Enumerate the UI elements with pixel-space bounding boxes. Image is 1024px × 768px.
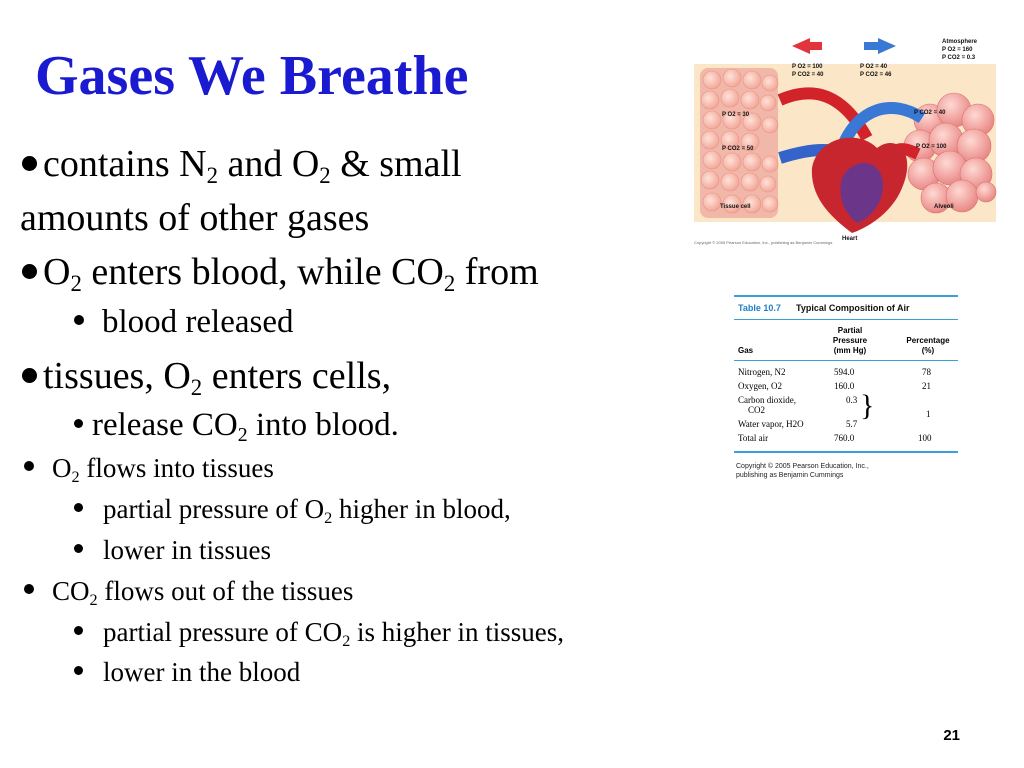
bullet-text: O [52,453,72,483]
bullet-3 [22,354,391,398]
table-body [734,361,958,453]
svg-text:P O2 = 100: P O2 = 100 [792,64,823,70]
bullet-1 [22,142,462,186]
subscript: 2 [70,270,82,296]
subscript: 2 [319,162,331,188]
bullet-2 [22,250,539,294]
svg-text:P O2 = 30: P O2 = 30 [722,112,750,118]
table-cell: Nitrogen, N2 [738,367,786,377]
bullet-text: from [464,251,539,293]
bullet-text: flows into tissues [86,453,274,483]
bullet-4-sub-1 [74,494,511,525]
svg-text:P CO2 = 40: P CO2 = 40 [792,72,824,78]
atmosphere-label: Atmosphere [942,39,978,45]
svg-text:P CO2 = 40: P CO2 = 40 [914,110,946,116]
subscript: 2 [342,631,351,650]
bullet-dot [74,503,83,512]
subscript: 2 [190,374,203,400]
bullet-dot [24,461,34,471]
bullet-dot [22,264,37,279]
bullet-dot [74,626,83,635]
table-cell: 760.0 [834,433,855,443]
heart-label: Heart [842,236,858,242]
tissue-cell-label: Tissue cell [720,204,751,210]
table-title: Typical Composition of Air [796,303,910,313]
bullet-text: enters cells, [211,355,392,397]
subscript: 2 [237,423,248,446]
table-cell: 100 [918,433,932,443]
table-copyright: Copyright © 2005 Pearson Education, Inc., publishing as Benjamin Cummings [736,463,869,479]
table-cell: Oxygen, O2 [738,381,782,391]
bullet-dot [22,368,37,383]
bullet-dot [22,156,37,171]
table-cell: 1 [926,409,931,419]
bullet-text: lower in tissues [103,535,271,565]
bullet-text: is higher in tissues, [357,617,565,647]
svg-text:P O2 = 160: P O2 = 160 [942,47,973,53]
bullet-dot [24,584,34,594]
bullet-5 [24,576,353,607]
co2-arrow-icon [864,38,896,54]
subscript: 2 [443,270,456,296]
svg-text:P CO2 = 50: P CO2 = 50 [722,146,754,152]
bullet-text: O [43,251,71,293]
bullet-text: higher in blood, [339,494,511,524]
table-cell: 78 [922,367,931,377]
subscript: 2 [71,467,80,486]
bullet-2-sub [74,304,294,341]
table-number: Table 10.7 [738,303,781,313]
table-cell: Water vapor, H2O [738,419,804,429]
tissue-cells [700,68,778,218]
bullet-4-sub-2 [74,535,271,566]
bullet-text: partial pressure of O [103,494,325,524]
bullet-dot [74,419,83,428]
page-number: 21 [943,727,960,744]
table-cell: 0.3 [846,395,858,405]
svg-text:P O2 = 40: P O2 = 40 [860,64,888,70]
bullet-text: lower in the blood [103,657,301,687]
bullet-5-sub-2 [74,657,300,688]
subscript: 2 [324,508,333,527]
bullet-dot [74,315,84,325]
bullet-dot [74,544,83,553]
figure-copyright: Copyright © 2005 Pearson Education, Inc., publishing as Benjamin Cummings [694,240,833,245]
bullet-text: partial pressure of CO [103,617,343,647]
slide-title: Gases We Breathe [35,45,469,107]
svg-text:P CO2 = 0.3: P CO2 = 0.3 [942,55,976,61]
svg-text:P O2 = 100: P O2 = 100 [916,144,947,150]
subscript: 2 [206,162,218,188]
bullet-3-sub [74,407,399,444]
bullet-text: & small [340,143,462,185]
bullet-text: CO [52,576,90,606]
bullet-5-sub-1 [74,617,564,648]
bullet-text: and O [227,143,320,185]
bullet-dot [74,666,83,675]
brace: } [860,389,875,422]
bullet-text: flows out of the tissues [104,576,354,606]
table-cell: 594.0 [834,367,855,377]
subscript: 2 [89,590,98,609]
alveoli-label: Alveoli [934,204,954,210]
bullet-text: release CO [92,407,238,443]
bullet-4 [24,453,274,484]
bullet-text: into blood. [255,407,399,443]
col-header-gas: Gas [738,346,754,355]
bullet-1-continuation: amounts of other gases [20,197,370,239]
table-cell: Total air [738,433,769,443]
bullet-text: tissues, O [43,355,191,397]
bullet-text: enters blood, while CO [91,251,444,293]
col-header-pressure: Partial [837,326,863,335]
col-header-percentage: Percentage [906,336,950,345]
svg-text:P CO2 = 46: P CO2 = 46 [860,72,892,78]
table-cell: 160.0 [834,381,855,391]
table-cell: 21 [922,381,931,391]
air-composition-table [734,295,958,453]
table-caption [734,295,958,320]
bullet-text: blood released [102,304,294,340]
table-cell: 5.7 [846,419,858,429]
bullet-text: contains N [43,143,207,185]
o2-arrow-icon [792,38,822,54]
gas-exchange-figure [692,28,1002,250]
table-cell: Carbon dioxide, [738,395,796,405]
table-header-row: Gas Partial Pressure (mm Hg) Percentage (%) [734,320,958,361]
table-cell: CO2 [748,405,766,415]
